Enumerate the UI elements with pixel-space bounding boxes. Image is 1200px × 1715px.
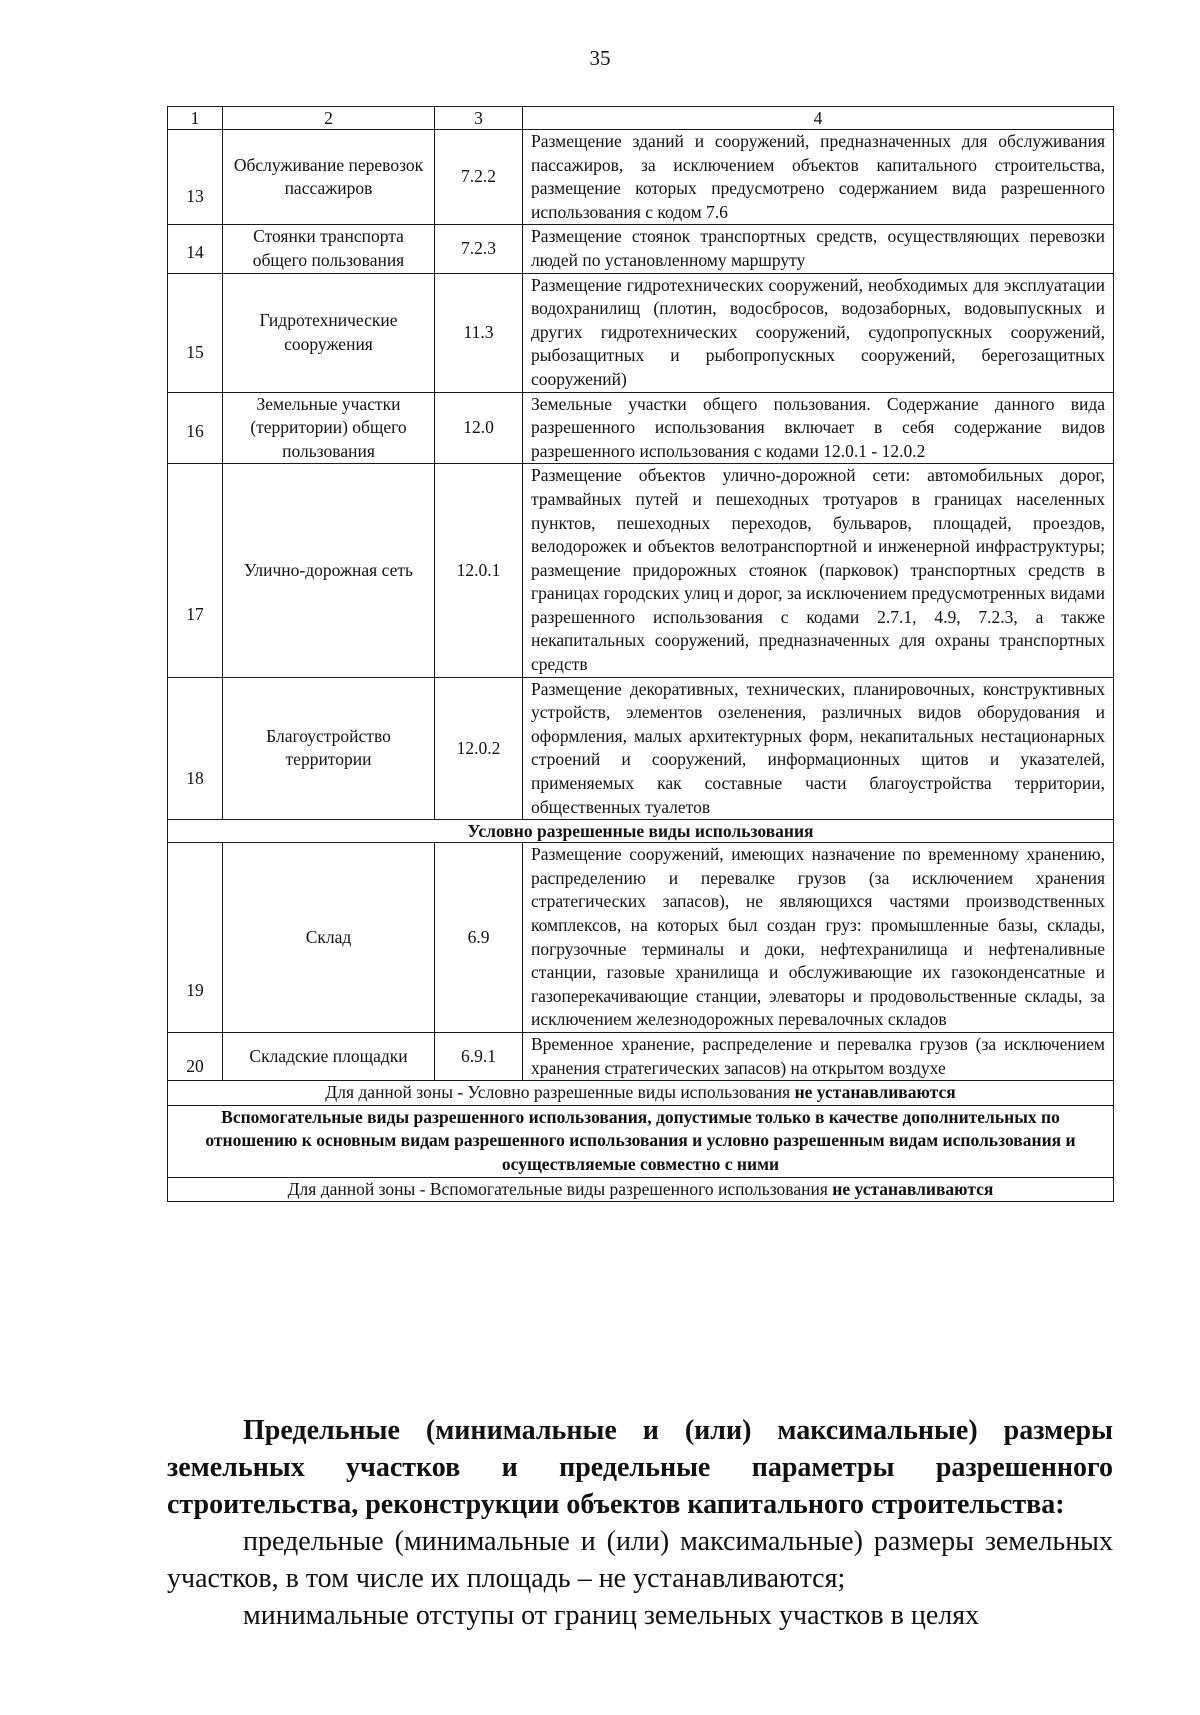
use-code: 12.0.2 bbox=[435, 677, 523, 820]
conditional-note-emphasis: не устанавливаются bbox=[794, 1082, 956, 1103]
use-name: Склад bbox=[223, 843, 435, 1033]
row-number: 14 bbox=[168, 225, 223, 273]
row-number: 15 bbox=[168, 273, 223, 392]
use-name: Благоустройство территории bbox=[223, 677, 435, 820]
land-use-table bbox=[167, 106, 1114, 1202]
auxiliary-note-emphasis: не устанавливаются bbox=[832, 1178, 994, 1199]
page-number: 35 bbox=[589, 46, 611, 70]
use-description: Размещение декоративных, технических, планировочных, конструктивных устройств, элементов озеленения, различных видов оборудования и оформления, малых архитектурных форм, некапитальных нестационарных строений и сооружений, информационных щитов и указателей, применяемых как составные части благоустройства территории, общественных туалетов bbox=[523, 677, 1114, 820]
auxiliary-note-text: Для данной зоны - Вспомогательные виды разрешенного использования bbox=[287, 1178, 833, 1199]
section-heading bbox=[167, 1412, 1113, 1523]
row-number: 16 bbox=[168, 392, 223, 464]
conditional-note-row bbox=[168, 1081, 1114, 1106]
table-row bbox=[168, 130, 1114, 225]
auxiliary-note-row bbox=[168, 1177, 1114, 1202]
table-row bbox=[168, 392, 1114, 464]
paragraph-text: минимальные отступы от границ земельных участков в целях bbox=[243, 1600, 980, 1631]
use-code: 6.9 bbox=[435, 843, 523, 1033]
use-description: Временное хранение, распределение и перевалка грузов (за исключением хранения стратегических запасов) на открытом воздухе bbox=[523, 1032, 1114, 1080]
header-cell: 1 bbox=[168, 107, 223, 130]
use-code: 12.0 bbox=[435, 392, 523, 464]
table-header-row bbox=[168, 107, 1114, 130]
use-code: 11.3 bbox=[435, 273, 523, 392]
row-number: 17 bbox=[168, 464, 223, 677]
conditional-section-title: Условно разрешенные виды использования bbox=[168, 820, 1114, 843]
use-description: Размещение объектов улично-дорожной сети: автомобильных дорог, трамвайных путей и пешеходных тротуаров в границах населенных пунктов, пешеходных переходов, бульваров, площадей, проездов, велодорожек и объектов велотранспортной и инженерной инфраструктуры; размещение придорожных стоянок (парковок) транспортных средств в границах городских улиц и дорог, за исключением предусмотренных видами разрешенного использования с кодами 2.7.1, 4.9, 7.2.3, а также некапитальных сооружений, предназначенных для охраны транспортных средств bbox=[523, 464, 1114, 677]
conditional-section-title-row bbox=[168, 820, 1114, 843]
header-cell: 2 bbox=[223, 107, 435, 130]
paragraph-text: предельные (минимальные и (или) максимальные) размеры земельных участков, в том числе их площадь – не устанавливаются; bbox=[167, 1526, 1113, 1594]
auxiliary-section-title-row bbox=[168, 1105, 1114, 1177]
table-row bbox=[168, 1032, 1114, 1080]
row-number: 13 bbox=[168, 130, 223, 225]
use-name: Улично-дорожная сеть bbox=[223, 464, 435, 677]
header-cell: 4 bbox=[523, 107, 1114, 130]
conditional-note-text: Для данной зоны - Условно разрешенные виды использования bbox=[325, 1082, 795, 1103]
use-description: Размещение гидротехнических сооружений, необходимых для эксплуатации водохранилищ (плотин, водосбросов, водозаборных, водовыпускных и других гидротехнических сооружений, судопропускных сооружений, рыбозащитных и рыбопропускных сооружений, берегозащитных сооружений) bbox=[523, 273, 1114, 392]
use-name: Земельные участки (территории) общего пользования bbox=[223, 392, 435, 464]
table-row bbox=[168, 843, 1114, 1033]
row-number: 18 bbox=[168, 677, 223, 820]
use-name: Обслуживание перевозок пассажиров bbox=[223, 130, 435, 225]
use-description: Размещение зданий и сооружений, предназначенных для обслуживания пассажиров, за исключением объектов капитального строительства, размещение которых предусмотрено содержанием вида разрешенного использования с кодом 7.6 bbox=[523, 130, 1114, 225]
use-name: Стоянки транспорта общего пользования bbox=[223, 225, 435, 273]
table-row bbox=[168, 677, 1114, 820]
paragraph bbox=[167, 1597, 1113, 1634]
use-code: 6.9.1 bbox=[435, 1032, 523, 1080]
use-description: Размещение стоянок транспортных средств, осуществляющих перевозки людей по установленному маршруту bbox=[523, 225, 1114, 273]
table-row bbox=[168, 464, 1114, 677]
conditional-note bbox=[168, 1081, 1114, 1106]
row-number: 20 bbox=[168, 1032, 223, 1080]
use-description: Размещение сооружений, имеющих назначение по временному хранению, распределению и перевалке грузов (за исключением хранения стратегических запасов), не являющихся частями производственных комплексов, на которых был создан груз: промышленные базы, склады, погрузочные терминалы и доки, нефтехранилища и нефтеналивные станции, газовые хранилища и обслуживающие их газоконденсатные и газоперекачивающие станции, элеваторы и продовольственные склады, за исключением железнодорожных перевалочных складов bbox=[523, 843, 1114, 1033]
section-heading-text: Предельные (минимальные и (или) максимальные) размеры земельных участков и предельные параметры разрешенного строительства, реконструкции объектов капитального строительства: bbox=[167, 1415, 1113, 1520]
table-row bbox=[168, 273, 1114, 392]
auxiliary-note bbox=[168, 1177, 1114, 1202]
use-code: 7.2.2 bbox=[435, 130, 523, 225]
use-code: 12.0.1 bbox=[435, 464, 523, 677]
use-description: Земельные участки общего пользования. Содержание данного вида разрешенного использования включает в себя содержание видов разрешенного использования с кодами 12.0.1 - 12.0.2 bbox=[523, 392, 1114, 464]
row-number: 19 bbox=[168, 843, 223, 1033]
use-name: Складские площадки bbox=[223, 1032, 435, 1080]
header-cell: 3 bbox=[435, 107, 523, 130]
use-name: Гидротехнические сооружения bbox=[223, 273, 435, 392]
auxiliary-section-title: Вспомогательные виды разрешенного использования, допустимые только в качестве дополнительных по отношению к основным видам разрешенного использования и условно разрешенным видам использования и осуществляемые совместно с ними bbox=[168, 1105, 1114, 1177]
use-code: 7.2.3 bbox=[435, 225, 523, 273]
table-row bbox=[168, 225, 1114, 273]
paragraph bbox=[167, 1523, 1113, 1597]
